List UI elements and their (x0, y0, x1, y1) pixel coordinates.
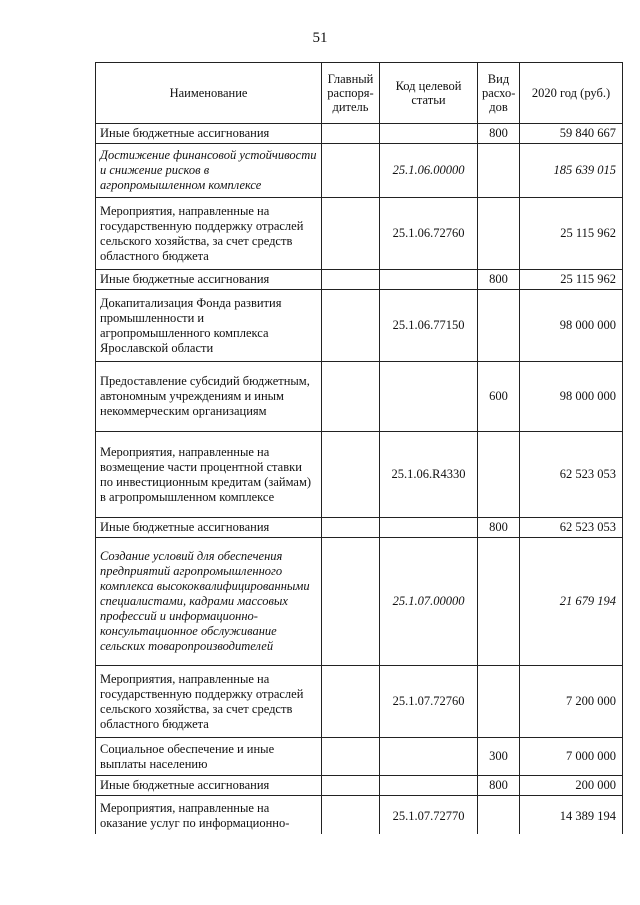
row-sum: 21 679 194 (520, 538, 623, 666)
row-sum: 25 115 962 (520, 270, 623, 290)
header-kind: Вид расхо-дов (478, 63, 520, 124)
row-name: Создание условий для обеспечения предприятий агропромышленного комплекса высококвалифицированными специалистами, кадрами массовых профессий и информационно-консультационное обслуживание сельских товаропроизводителей (96, 538, 322, 666)
row-code: 25.1.07.72760 (380, 666, 478, 738)
row-admin (322, 198, 380, 270)
row-name: Мероприятия, направленные на возмещение части процентной ставки по инвестиционным кредитам (займам) в агропромышленном комплексе (96, 432, 322, 518)
row-admin (322, 144, 380, 198)
row-admin (322, 362, 380, 432)
table-row (96, 666, 623, 738)
row-code (380, 270, 478, 290)
row-sum: 7 200 000 (520, 666, 623, 738)
row-admin (322, 124, 380, 144)
row-kind (478, 432, 520, 518)
table-header-row (96, 63, 623, 124)
page-number: 51 (312, 30, 328, 46)
header-code: Код целевой статьи (380, 63, 478, 124)
row-code (380, 776, 478, 796)
row-code: 25.1.06.00000 (380, 144, 478, 198)
row-admin (322, 796, 380, 834)
table-row (96, 738, 623, 776)
row-sum: 25 115 962 (520, 198, 623, 270)
row-kind (478, 538, 520, 666)
row-kind (478, 198, 520, 270)
row-name: Мероприятия, направленные на оказание услуг по информационно- (96, 796, 322, 834)
row-code: 25.1.06.R4330 (380, 432, 478, 518)
row-admin (322, 776, 380, 796)
row-sum: 98 000 000 (520, 290, 623, 362)
row-sum: 185 639 015 (520, 144, 623, 198)
row-code (380, 738, 478, 776)
header-admin: Главный распоря-дитель (322, 63, 380, 124)
row-name: Мероприятия, направленные на государственную поддержку отраслей сельского хозяйства, за счет средств областного бюджета (96, 198, 322, 270)
row-kind: 800 (478, 518, 520, 538)
table-row (96, 518, 623, 538)
row-admin (322, 270, 380, 290)
row-name: Достижение финансовой устойчивости и снижение рисков в агропромышленном комплексе (96, 144, 322, 198)
table-row (96, 270, 623, 290)
table-row (96, 538, 623, 666)
row-name: Иные бюджетные ассигнования (96, 124, 322, 144)
row-code: 25.1.07.72770 (380, 796, 478, 834)
row-name: Социальное обеспечение и иные выплаты населению (96, 738, 322, 776)
row-admin (322, 738, 380, 776)
row-code (380, 362, 478, 432)
row-name: Мероприятия, направленные на государственную поддержку отраслей сельского хозяйства, за счет средств областного бюджета (96, 666, 322, 738)
row-sum: 59 840 667 (520, 124, 623, 144)
header-name: Наименование (96, 63, 322, 124)
row-sum: 62 523 053 (520, 432, 623, 518)
table-row (96, 796, 623, 834)
table-row (96, 144, 623, 198)
row-kind: 800 (478, 124, 520, 144)
row-name: Иные бюджетные ассигнования (96, 776, 322, 796)
row-kind (478, 290, 520, 362)
budget-table (95, 62, 623, 834)
row-name: Иные бюджетные ассигнования (96, 270, 322, 290)
row-sum: 7 000 000 (520, 738, 623, 776)
row-kind (478, 666, 520, 738)
header-sum: 2020 год (руб.) (520, 63, 623, 124)
table-row (96, 290, 623, 362)
row-name: Докапитализация Фонда развития промышленности и агропромышленного комплекса Ярославской области (96, 290, 322, 362)
row-admin (322, 538, 380, 666)
row-kind: 300 (478, 738, 520, 776)
row-admin (322, 666, 380, 738)
row-admin (322, 432, 380, 518)
table-row (96, 362, 623, 432)
row-code (380, 518, 478, 538)
row-code: 25.1.06.77150 (380, 290, 478, 362)
row-name: Иные бюджетные ассигнования (96, 518, 322, 538)
row-sum: 200 000 (520, 776, 623, 796)
table-row (96, 776, 623, 796)
row-kind: 600 (478, 362, 520, 432)
row-admin (322, 290, 380, 362)
row-kind (478, 796, 520, 834)
row-sum: 62 523 053 (520, 518, 623, 538)
row-kind: 800 (478, 270, 520, 290)
table-row (96, 198, 623, 270)
table-row (96, 432, 623, 518)
row-code: 25.1.07.00000 (380, 538, 478, 666)
row-sum: 98 000 000 (520, 362, 623, 432)
row-admin (322, 518, 380, 538)
row-name: Предоставление субсидий бюджетным, автономным учреждениям и иным некоммерческим организациям (96, 362, 322, 432)
row-code: 25.1.06.72760 (380, 198, 478, 270)
table-row (96, 124, 623, 144)
row-kind: 800 (478, 776, 520, 796)
row-code (380, 124, 478, 144)
row-kind (478, 144, 520, 198)
row-sum: 14 389 194 (520, 796, 623, 834)
